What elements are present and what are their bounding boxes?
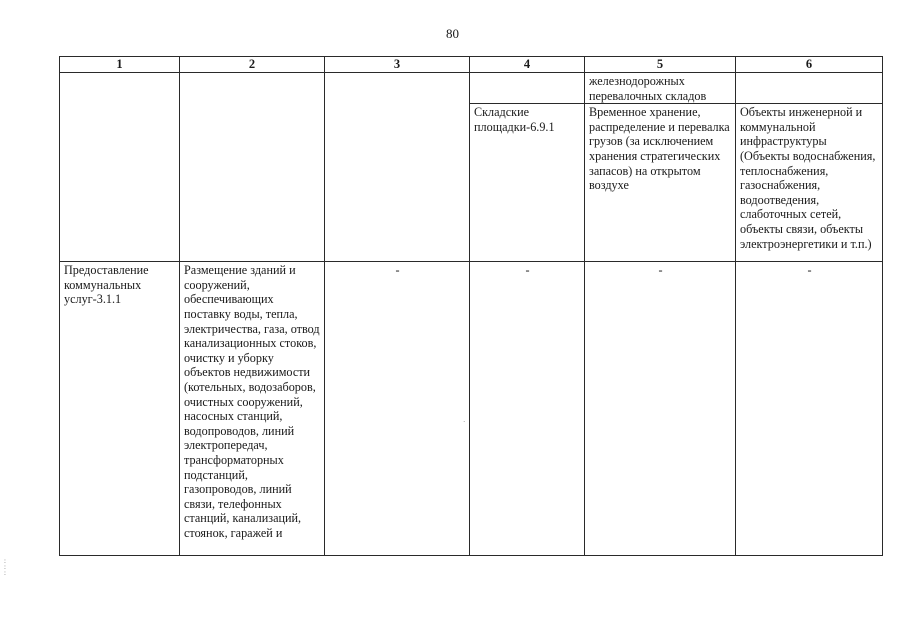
table-cell: Объекты инженерной и коммунальной инфраструктуры (Объекты водоснабжения, теплоснабжения, газоснабжения, водоотведения, слаботочных сетей, объекты связи, объекты электроэнергетики и т.п.) [736, 104, 883, 262]
table-cell [585, 262, 736, 556]
column-header: 3 [325, 57, 470, 73]
table-cell: Размещение зданий и сооружений, обеспечивающих поставку воды, тепла, электричества, газа, отвод канализационных стоков, очистку и уборку объектов недвижимости (котельных, водозаборов, очистных сооружений, насосных станций, водопроводов, линий электропередач, трансформаторных подстанций, газопроводов, линий связи, телефонных станций, канализаций, стоянок, гаражей и [180, 262, 325, 556]
column-header: 2 [180, 57, 325, 73]
column-header: 1 [60, 57, 180, 73]
table-cell [736, 262, 883, 556]
table-cell: Складские площадки-6.9.1 [470, 104, 585, 262]
table-cell: Временное хранение, распределение и перевалка грузов (за исключением хранения стратегических запасов) на открытом воздухе [585, 104, 736, 262]
land-use-table [59, 56, 883, 556]
column-header: 5 [585, 57, 736, 73]
table-row [60, 73, 883, 104]
scan-artifact: · [463, 418, 466, 426]
dash-mark: - [525, 263, 530, 278]
table-cell [736, 73, 883, 104]
page-number: 80 [446, 26, 459, 41]
table-cell [325, 73, 470, 262]
table-cell: железнодорожных перевалочных складов [585, 73, 736, 104]
table-cell [470, 262, 585, 556]
dash-mark: - [395, 263, 400, 278]
column-header: 6 [736, 57, 883, 73]
dash-mark: - [807, 263, 812, 278]
column-header: 4 [470, 57, 585, 73]
table-cell [60, 73, 180, 262]
table-header-row [60, 57, 883, 73]
dash-mark: - [658, 263, 663, 278]
scan-artifact: : : : [4, 557, 6, 577]
table-cell [325, 262, 470, 556]
table-cell [180, 73, 325, 262]
table-cell: Предоставление коммунальных услуг-3.1.1 [60, 262, 180, 556]
table-row [60, 262, 883, 556]
table-cell [470, 73, 585, 104]
